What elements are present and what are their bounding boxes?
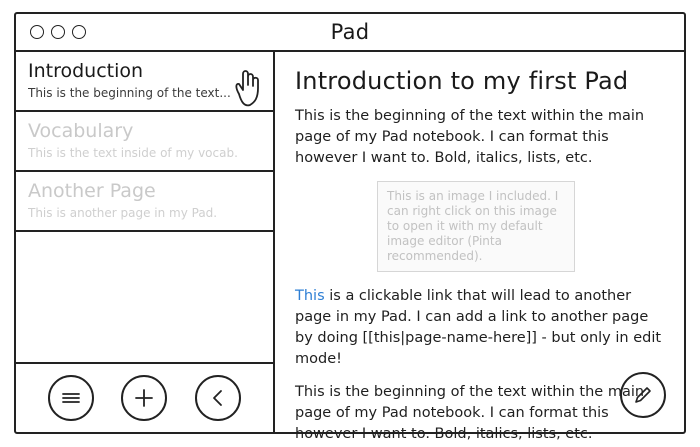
menu-icon: [60, 391, 82, 405]
plus-icon: [133, 387, 155, 409]
edit-button[interactable]: [620, 372, 666, 418]
sidebar-item-introduction[interactable]: [16, 52, 273, 112]
sidebar: [16, 52, 275, 432]
page-title: Another Page: [28, 180, 156, 202]
close-dot-icon[interactable]: [30, 25, 44, 39]
chevron-left-icon: [209, 388, 227, 408]
content-area: [16, 52, 684, 442]
minimize-dot-icon[interactable]: [51, 25, 65, 39]
window-controls: [30, 25, 86, 39]
sidebar-toolbar: [16, 362, 273, 432]
sidebar-item-vocabulary[interactable]: [16, 112, 273, 172]
page-snippet: This is the beginning of the text...: [28, 86, 231, 100]
hand-cursor-icon: [231, 68, 265, 108]
paragraph-3: This is the beginning of the text within the main page of my Pad notebook. I can format this however I want to. Bold, italics, lists, etc.: [295, 384, 645, 442]
page-snippet: This is the text inside of my vocab.: [28, 146, 238, 160]
page-title: Introduction to my first Pad: [295, 67, 629, 95]
page-title: Introduction: [28, 60, 144, 82]
add-page-button[interactable]: [121, 375, 167, 421]
app-window: [14, 12, 686, 442]
maximize-dot-icon[interactable]: [72, 25, 86, 39]
page-list: [16, 52, 273, 362]
image-placeholder[interactable]: This is an image I included. I can right click on this image to open it with my default image editor (Pinta recommended).: [377, 181, 575, 272]
sidebar-item-another-page[interactable]: [16, 172, 273, 232]
title-bar: [16, 14, 684, 52]
pencil-icon: [632, 384, 654, 406]
back-button[interactable]: [195, 375, 241, 421]
paragraph-1: This is the beginning of the text within the main page of my Pad notebook. I can format this however I want to. Bold, italics, lists, etc.: [295, 108, 645, 166]
paragraph-2: [295, 286, 666, 370]
page-link[interactable]: This: [295, 288, 325, 304]
window-title: Pad: [330, 20, 370, 44]
menu-button[interactable]: [48, 375, 94, 421]
paragraph-2-rest: is a clickable link that will lead to another page in my Pad. I can add a link to another page by doing [[this|page-name-here]] - but only in edit mode!: [295, 288, 662, 367]
page-title: Vocabulary: [28, 120, 134, 142]
document-pane: [275, 52, 684, 442]
page-snippet: This is another page in my Pad.: [28, 206, 218, 220]
